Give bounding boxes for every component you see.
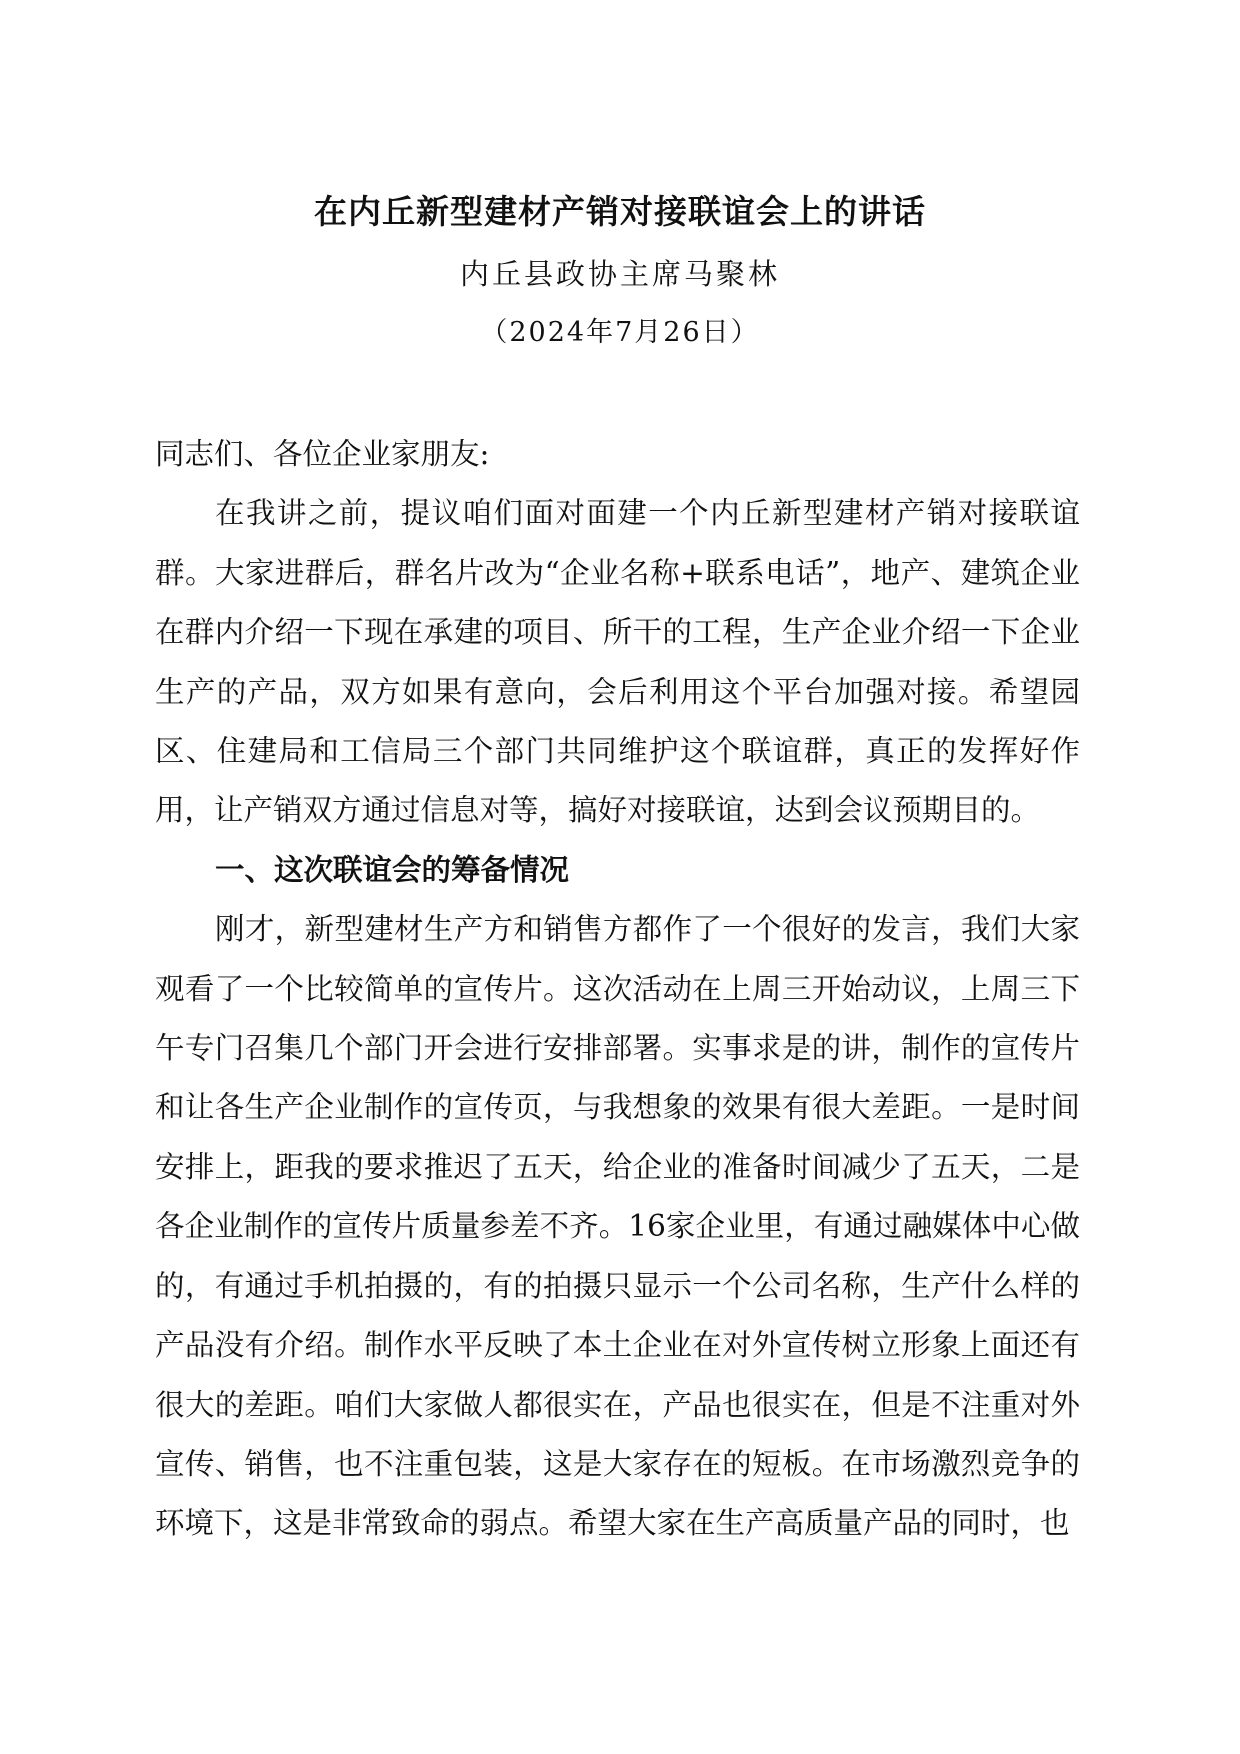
paragraph: 刚才，新型建材生产方和销售方都作了一个很好的发言，我们大家观看了一个比较简单的宣传片。这次活动在上周三开始动议，上周三下午专门召集几个部门开会进行安排部署。实事求是的讲，制作的宣传片和让各生产企业制作的宣传页，与我想象的效果有很大差距。一是时间安排上，距我的要求推迟了五天，给企业的准备时间减少了五天，二是各企业制作的宣传片质量参差不齐。16家企业里，有通过融媒体中心做的，有通过手机拍摄的，有的拍摄只显示一个公司名称，生产什么样的产品没有介绍。制作水平反映了本土企业在对外宣传树立形象上面还有很大的差距。咱们大家做人都很实在，产品也很实在，但是不注重对外宣传、销售，也不注重包装，这是大家存在的短板。在市场激烈竞争的环境下，这是非常致命的弱点。希望大家在生产高质量产品的同时，也 <box>155 912 1080 1541</box>
document-title: 在内丘新型建材产销对接联谊会上的讲话 <box>314 192 926 231</box>
paragraph: 在我讲之前，提议咱们面对面建一个内丘新型建材产销对接联谊群。大家进群后，群名片改为“企业名称+联系电话”，地产、建筑企业在群内介绍一下现在承建的项目、所干的工程，生产企业介绍一下企业生产的产品，双方如果有意向，会后利用这个平台加强对接。希望园区、住建局和工信局三个部门共同维护这个联谊群，真正的发挥好作用，让产销双方通过信息对等，搞好对接联谊，达到会议预期目的。 <box>155 496 1080 828</box>
section-heading: 一、这次联谊会的筹备情况 <box>215 852 570 887</box>
date-line: （2024年7月26日） <box>480 317 760 348</box>
author-line: 内丘县政协主席马聚林 <box>459 257 780 291</box>
document-body <box>155 425 1080 1554</box>
salutation: 同志们、各位企业家朋友: <box>155 437 490 471</box>
